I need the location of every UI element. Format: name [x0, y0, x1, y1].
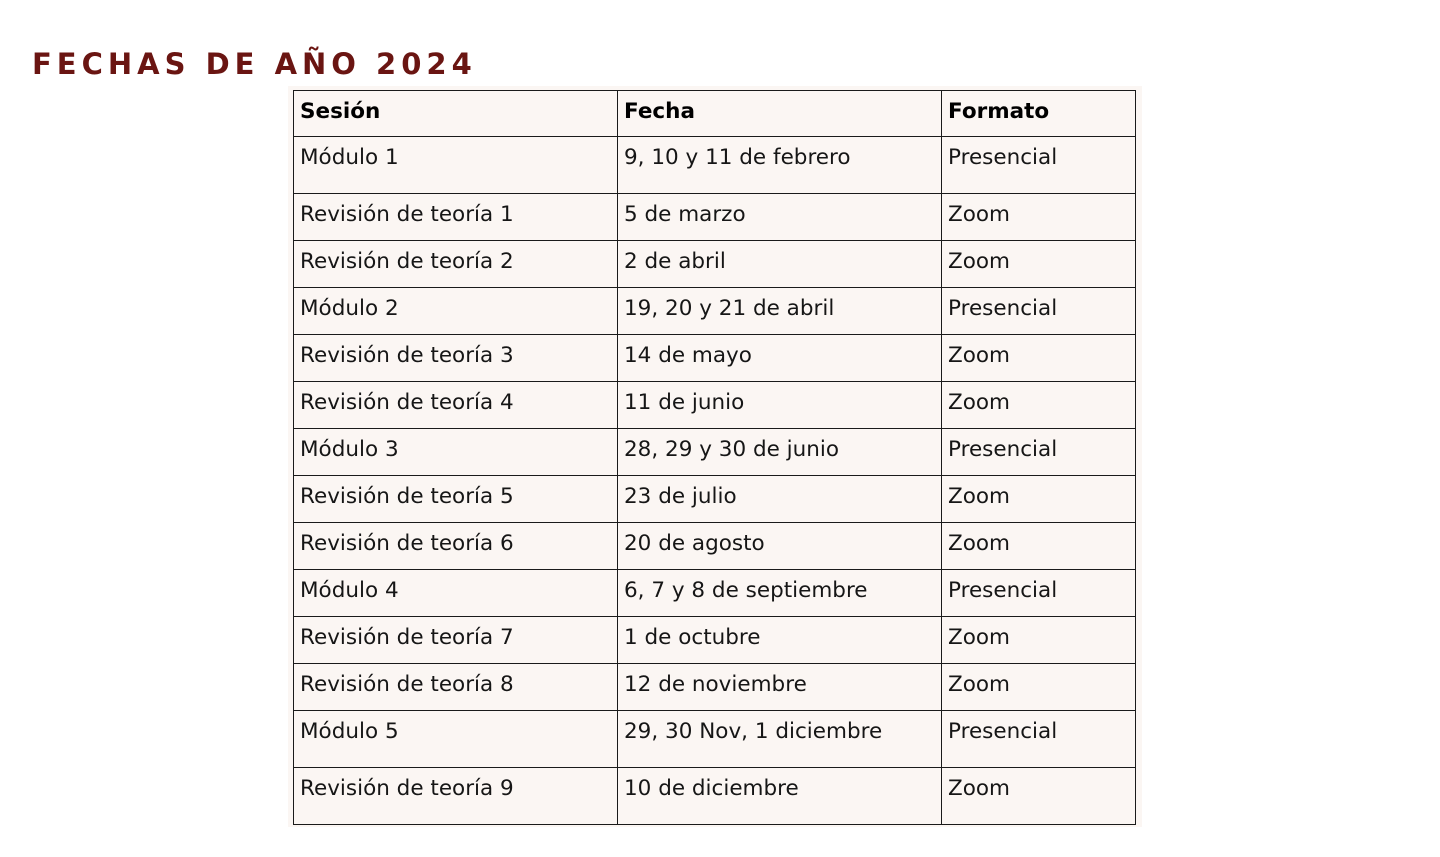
- table-row: [294, 664, 1136, 711]
- cell-fecha: 20 de agosto: [618, 523, 942, 570]
- cell-fecha: 1 de octubre: [618, 617, 942, 664]
- cell-formato: Zoom: [942, 664, 1136, 711]
- cell-sesion: Módulo 1: [294, 137, 618, 194]
- table-row: [294, 288, 1136, 335]
- cell-fecha: 5 de marzo: [618, 194, 942, 241]
- table-header-row: [294, 91, 1136, 137]
- cell-fecha: 14 de mayo: [618, 335, 942, 382]
- cell-fecha: 9, 10 y 11 de febrero: [618, 137, 942, 194]
- header-sesion: Sesión: [294, 91, 618, 137]
- cell-formato: Zoom: [942, 617, 1136, 664]
- cell-formato: Zoom: [942, 241, 1136, 288]
- header-fecha: Fecha: [618, 91, 942, 137]
- table-row: [294, 711, 1136, 768]
- cell-sesion: Revisión de teoría 1: [294, 194, 618, 241]
- table-row: [294, 523, 1136, 570]
- cell-formato: Zoom: [942, 382, 1136, 429]
- table-row: [294, 768, 1136, 825]
- table-row: [294, 194, 1136, 241]
- cell-fecha: 28, 29 y 30 de junio: [618, 429, 942, 476]
- cell-sesion: Módulo 5: [294, 711, 618, 768]
- cell-sesion: Revisión de teoría 2: [294, 241, 618, 288]
- cell-sesion: Revisión de teoría 3: [294, 335, 618, 382]
- table-row: [294, 335, 1136, 382]
- table-row: [294, 476, 1136, 523]
- header-formato: Formato: [942, 91, 1136, 137]
- cell-sesion: Módulo 3: [294, 429, 618, 476]
- cell-formato: Zoom: [942, 194, 1136, 241]
- cell-formato: Presencial: [942, 570, 1136, 617]
- cell-formato: Zoom: [942, 335, 1136, 382]
- schedule-table: [293, 90, 1136, 825]
- cell-fecha: 12 de noviembre: [618, 664, 942, 711]
- page-title: FECHAS DE AÑO 2024: [32, 47, 477, 81]
- cell-formato: Zoom: [942, 476, 1136, 523]
- cell-fecha: 11 de junio: [618, 382, 942, 429]
- table-row: [294, 241, 1136, 288]
- cell-sesion: Revisión de teoría 4: [294, 382, 618, 429]
- cell-formato: Zoom: [942, 768, 1136, 825]
- cell-fecha: 2 de abril: [618, 241, 942, 288]
- cell-fecha: 29, 30 Nov, 1 diciembre: [618, 711, 942, 768]
- cell-fecha: 19, 20 y 21 de abril: [618, 288, 942, 335]
- table-row: [294, 429, 1136, 476]
- cell-sesion: Revisión de teoría 7: [294, 617, 618, 664]
- cell-fecha: 6, 7 y 8 de septiembre: [618, 570, 942, 617]
- cell-sesion: Revisión de teoría 5: [294, 476, 618, 523]
- cell-formato: Presencial: [942, 429, 1136, 476]
- cell-formato: Presencial: [942, 288, 1136, 335]
- table-row: [294, 382, 1136, 429]
- cell-fecha: 10 de diciembre: [618, 768, 942, 825]
- schedule-table-container: [288, 86, 1142, 827]
- cell-formato: Presencial: [942, 711, 1136, 768]
- cell-sesion: Revisión de teoría 9: [294, 768, 618, 825]
- cell-fecha: 23 de julio: [618, 476, 942, 523]
- cell-sesion: Módulo 4: [294, 570, 618, 617]
- table-row: [294, 617, 1136, 664]
- cell-sesion: Revisión de teoría 8: [294, 664, 618, 711]
- table-row: [294, 137, 1136, 194]
- cell-sesion: Módulo 2: [294, 288, 618, 335]
- cell-sesion: Revisión de teoría 6: [294, 523, 618, 570]
- table-row: [294, 570, 1136, 617]
- cell-formato: Zoom: [942, 523, 1136, 570]
- cell-formato: Presencial: [942, 137, 1136, 194]
